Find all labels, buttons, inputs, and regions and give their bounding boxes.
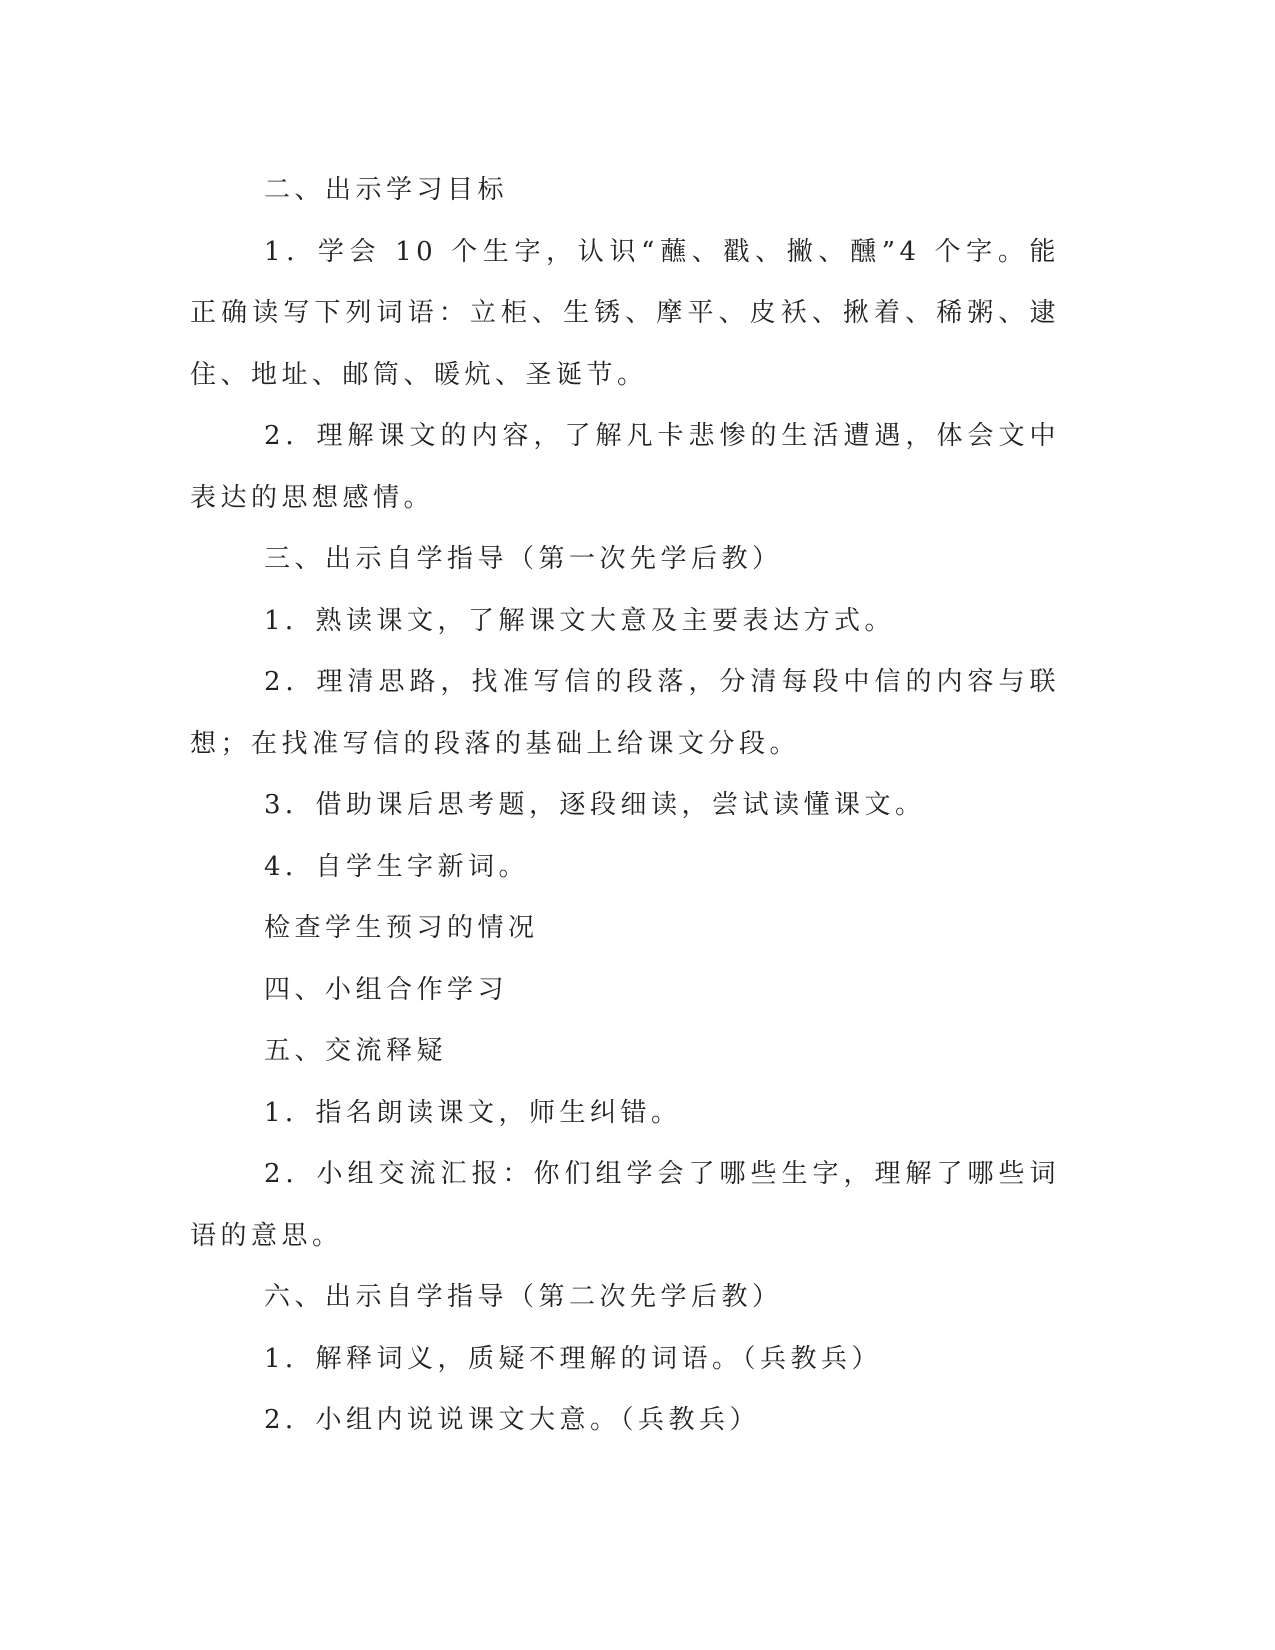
guide2-item-1: 1．解释词义，质疑不理解的词语。（兵教兵） <box>264 1343 883 1374</box>
goal-item-2: 2．理解课文的内容，了解凡卡悲惨的生活遭遇，体会文中表达的思想感情。 <box>190 421 1060 513</box>
section-heading-learning-goals: 二、出示学习目标 <box>264 175 509 205</box>
section-heading-exchange: 五、交流释疑 <box>264 1036 448 1066</box>
section-heading-self-study-guide-1: 三、出示自学指导（第一次先学后教） <box>264 544 783 574</box>
section-heading-group-study: 四、小组合作学习 <box>264 974 509 1005</box>
exchange-item-1: 1．指名朗读课文，师生纠错。 <box>264 1097 682 1128</box>
guide2-item-2: 2．小组内说说课文大意。（兵教兵） <box>264 1405 761 1435</box>
section-heading-self-study-guide-2: 六、出示自学指导（第二次先学后教） <box>264 1282 783 1312</box>
goal-item-1: 1．学会 10 个生字，认识“蘸、戳、撇、醺”4 个字。能正确读写下列词语：立柜、生锈、摩平、皮袄、揪着、稀粥、逮住、地址、邮筒、暖炕、圣诞节。 <box>190 236 1060 390</box>
guide-item-1: 1．熟读课文，了解课文大意及主要表达方式。 <box>264 605 896 636</box>
document-body <box>190 160 1060 1452</box>
check-preview-note: 检查学生预习的情况 <box>264 913 539 943</box>
guide-item-4: 4．自学生字新词。 <box>264 851 530 882</box>
guide-item-3: 3．借助课后思考题，逐段细读，尝试读懂课文。 <box>264 790 926 820</box>
guide-item-2: 2．理清思路，找准写信的段落，分清每段中信的内容与联想；在找准写信的段落的基础上给课文分段。 <box>190 667 1060 759</box>
exchange-item-2: 2．小组交流汇报：你们组学会了哪些生字，理解了哪些词语的意思。 <box>190 1159 1060 1251</box>
